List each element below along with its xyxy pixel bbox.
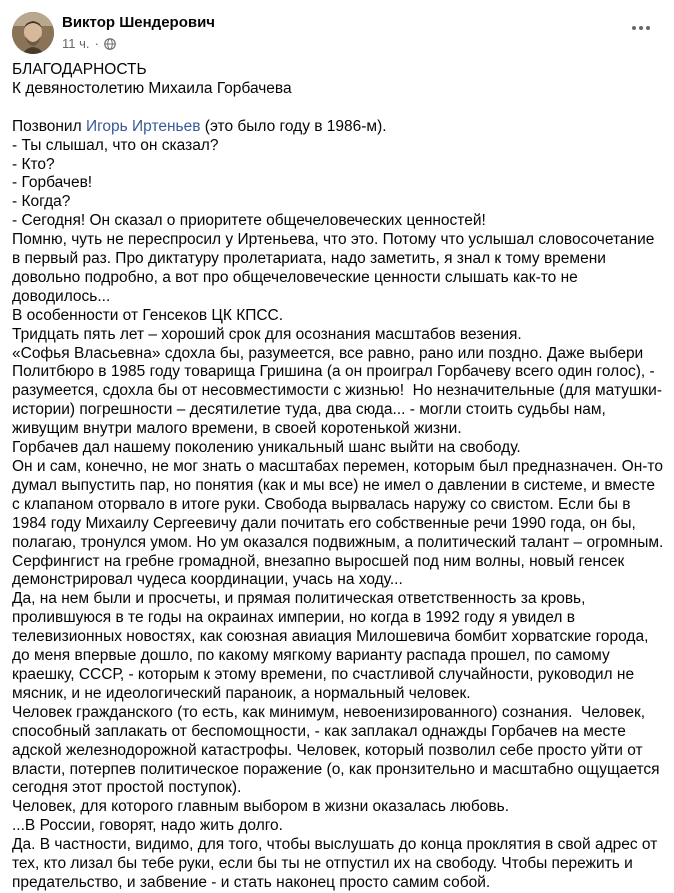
paragraph-intro [12, 118, 664, 137]
paragraph: Да, на нем были и просчеты, и прямая политическая ответственность за кровь, пролившуюся в те годы на окраинах империи, но когда в 1992 году я увидел в телевизионных новостях, как союзная авиация Милошевича бомбит хорватские города, до меня впервые дошло, по какому мягкому варианту распада прошел, по самому краешку, СССР, - которым к этому времени, по счастливой случайности, руководил не мясник, и не идеологический параноик, а нормальный человек. [12, 590, 653, 702]
post-meta [62, 36, 116, 51]
author-name[interactable]: Виктор Шендерович [62, 14, 216, 31]
dialog-line: - Когда? [12, 193, 71, 211]
paragraph: Человек, для которого главным выбором в жизни оказалась любовь. [12, 798, 510, 816]
paragraph: В особенности от Генсеков ЦК КПСС. [12, 306, 284, 324]
intro-suffix: (это было году в 1986-м). [200, 117, 387, 135]
paragraph: Горбачев дал нашему поколению уникальный шанс выйти на свободу. [12, 439, 521, 457]
paragraph: Помню, чуть не переспросил у Иртеньева, что это. Потому что услышал словосочетание в первый раз. Про диктатуру пролетариата, надо заметить, я знал к тому времени довольно подробно, а вот про общечеловеческие ценности слышать как-то не доводилось... [12, 231, 659, 305]
post-header [12, 12, 662, 56]
paragraph: «Софья Власьевна» сдохла бы, разумеется, все равно, рано или поздно. Даже выбери Политбюро в 1985 году товарища Гришина (а он проиграл Горбачеву всего один голос), - разумеется, сдохла бы от несовместимости с жизнью! Но незначительные (для матушки-истории) погрешности – десятилетие туда, два сюда... - могли стоить судьбы нам, живущим внутри малого времени, в своей коротенькой жизни. [12, 344, 663, 438]
avatar[interactable] [12, 12, 54, 54]
globe-icon[interactable] [104, 38, 116, 50]
paragraph: Человек гражданского (то есть, как минимум, невоенизированного) сознания. Человек, способный заплакать от беспомощности, - как заплакал однажды Горбачев на месте адской железнодорожной катастрофы. Человек, который позволил себе просто уйти от власти, потерпев политическое поражение (о, как пронзительно и масштабно ощущается сегодня этот простой поступок). [12, 703, 664, 797]
dialog-line: - Сегодня! Он сказал о приоритете общечеловеческих ценностей! [12, 212, 486, 230]
paragraph: Тридцать пять лет – хороший срок для осознания масштабов везения. [12, 325, 522, 343]
post-title: БЛАГОДАРНОСТЬ [12, 61, 147, 78]
paragraph: Да. В частности, видимо, для того, чтобы выслушать до конца проклятия в свой адрес от тех, кто лизал бы тебе руки, если бы ты не отпустил их на свободу. Чтобы пережить и предательство, и забвение - и стать наконец просто самим собой. [12, 836, 662, 891]
paragraph: ...В России, говорят, надо жить долго. [12, 817, 283, 835]
dialog-line: - Ты слышал, что он сказал? [12, 136, 219, 154]
post-time[interactable]: 11 ч. [62, 36, 90, 51]
dialog-line: - Горбачев! [12, 174, 93, 192]
mention-link[interactable]: Игорь Иртеньев [85, 117, 201, 135]
meta-separator: · [94, 36, 99, 51]
avatar-photo [12, 12, 54, 54]
more-options-icon[interactable] [626, 18, 656, 38]
dialog-line: - Кто? [12, 155, 55, 173]
intro-prefix: Позвонил [12, 117, 86, 135]
post-body [12, 61, 668, 893]
post-subtitle: К девяностолетию Михаила Горбачева [12, 79, 292, 97]
paragraph: Он и сам, конечно, не мог знать о масштабах перемен, которым был предназначен. Он-то думал выпустить пар, но понятия (как и мы все) не имел о давлении в системе, и вместе с клапаном оторвало в итоге руки. Свобода вырвалась наружу со свистом. Если бы в 1984 году Михаилу Сергеевичу дали почитать его собственные речи 1990 года, он бы, полагаю, тронулся умом. Но ум оказался подвижным, а политический талант – огромным. Серфингист на гребне громадной, внезапно выросшей под ним волны, новый генсек демонстрировал чудеса координации, учась на ходу... [12, 458, 668, 589]
